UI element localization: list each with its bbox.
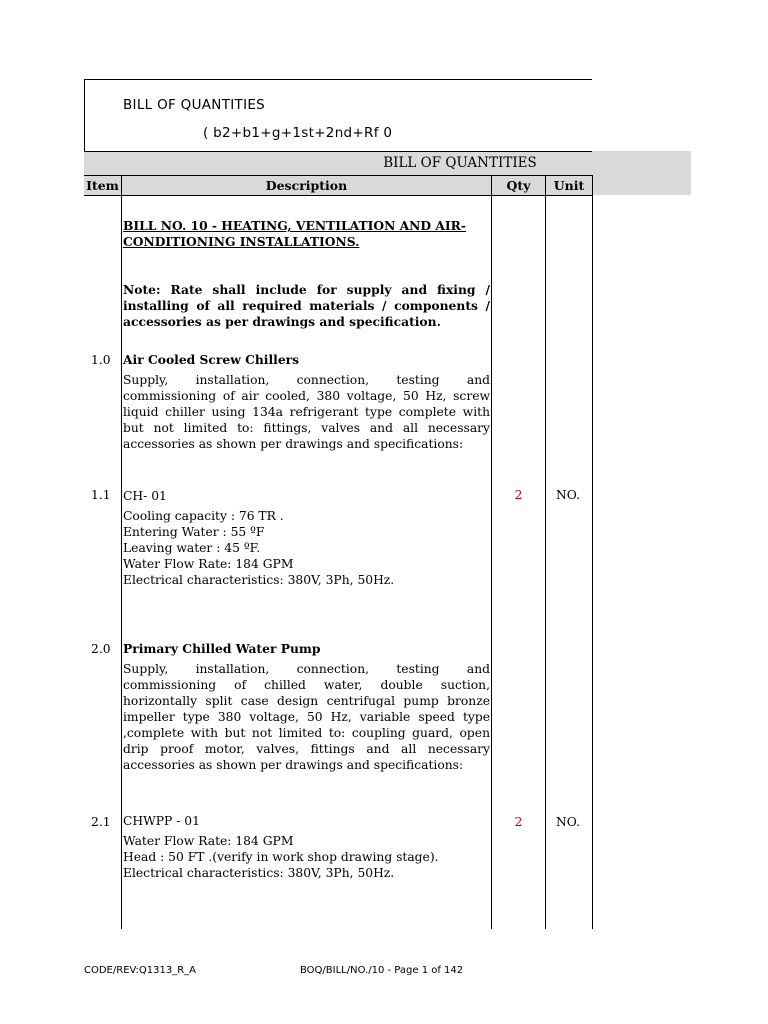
item-line: Water Flow Rate: 184 GPM: [123, 834, 294, 848]
col-sep-body-4: [592, 196, 593, 929]
bill-note: [123, 282, 490, 330]
note-line-1: Note: Rate shall include for supply and fixing /: [123, 282, 490, 297]
item-line: Head : 50 FT .(verify in work shop drawing stage).: [123, 850, 439, 864]
item-unit: NO.: [556, 815, 581, 829]
document-subtitle: ( b2+b1+g+1st+2nd+Rf 0: [203, 125, 393, 141]
item-unit: NO.: [556, 488, 581, 502]
item-line: Entering Water : 55 ºF: [123, 525, 265, 539]
item-line: horizontally split case design centrifugal pump bronze: [123, 694, 490, 708]
item-qty: 2: [514, 815, 523, 829]
col-sep-header-1: [121, 175, 122, 196]
bill-heading-line-1: BILL NO. 10 - HEATING, VENTILATION AND AIR-: [123, 218, 466, 233]
bill-heading: [123, 218, 491, 250]
item-title: Air Cooled Screw Chillers: [123, 352, 300, 367]
item-line: accessories as shown per drawings and specifications:: [123, 437, 464, 451]
col-sep-header-3: [545, 175, 546, 196]
col-sep-header-4: [592, 175, 593, 196]
band-top-line: [84, 151, 592, 152]
item-line: impeller type 380 voltage, 50 Hz, variable speed type: [123, 710, 490, 724]
column-header-description: Description: [265, 178, 348, 193]
band-title: BILL OF QUANTITIES: [383, 155, 537, 171]
item-line: accessories as shown per drawings and specifications:: [123, 758, 464, 772]
col-sep-body-1: [121, 196, 122, 929]
item-line: Water Flow Rate: 184 GPM: [123, 557, 294, 571]
item-line: Supply, installation, connection, testing and: [123, 373, 490, 387]
col-sep-header-2: [491, 175, 492, 196]
note-line-3: accessories as per drawings and specification.: [123, 314, 441, 329]
item-line: Supply, installation, connection, testing and: [123, 662, 490, 676]
column-header-qty: Qty: [506, 178, 531, 193]
item-number: 2.0: [91, 642, 111, 656]
footer-code: CODE/REV:Q1313_R_A: [84, 965, 197, 976]
item-line: Electrical characteristics: 380V, 3Ph, 50Hz.: [123, 573, 395, 587]
item-line: commissioning of air cooled, 380 voltage, 50 Hz, screw: [123, 389, 490, 403]
frame-left-line: [84, 79, 85, 151]
item-block: [123, 352, 490, 452]
item-line: Electrical characteristics: 380V, 3Ph, 50Hz.: [123, 866, 395, 880]
item-line: commissioning of chilled water, double suction,: [123, 678, 490, 692]
item-line: Leaving water : 45 ºF.: [123, 541, 261, 555]
header-row-top-line: [84, 175, 592, 176]
item-block: [123, 641, 490, 773]
column-header-item: Item: [86, 178, 119, 193]
item-number: 1.0: [91, 353, 111, 367]
item-block: [123, 813, 490, 881]
bill-heading-line-2: CONDITIONING INSTALLATIONS.: [123, 234, 360, 249]
footer-page-info: BOQ/BILL/NO./10 - Page 1 of 142: [300, 965, 464, 976]
column-header-unit: Unit: [553, 178, 585, 193]
col-sep-body-3: [545, 196, 546, 929]
item-title: CH- 01: [123, 489, 167, 503]
item-line: ,complete with but not limited to: coupling guard, open: [123, 726, 490, 740]
note-line-2: installing of all required materials / components /: [123, 298, 490, 313]
item-number: 2.1: [91, 815, 111, 829]
item-title: Primary Chilled Water Pump: [123, 641, 321, 656]
item-number: 1.1: [91, 488, 111, 502]
item-line: but not limited to: fittings, valves and all necessary: [123, 421, 490, 435]
item-qty: 2: [514, 488, 523, 502]
item-line: liquid chiller using 134a refrigerant type complete with: [123, 405, 490, 419]
header-row-bottom-line: [84, 195, 592, 196]
item-line: drip proof motor, valves, fittings and all necessary: [123, 742, 490, 756]
item-title: CHWPP - 01: [123, 814, 200, 828]
frame-top-line: [84, 79, 592, 80]
document-title: BILL OF QUANTITIES: [123, 97, 266, 113]
item-block: [123, 488, 490, 588]
item-line: Cooling capacity : 76 TR .: [123, 509, 284, 523]
